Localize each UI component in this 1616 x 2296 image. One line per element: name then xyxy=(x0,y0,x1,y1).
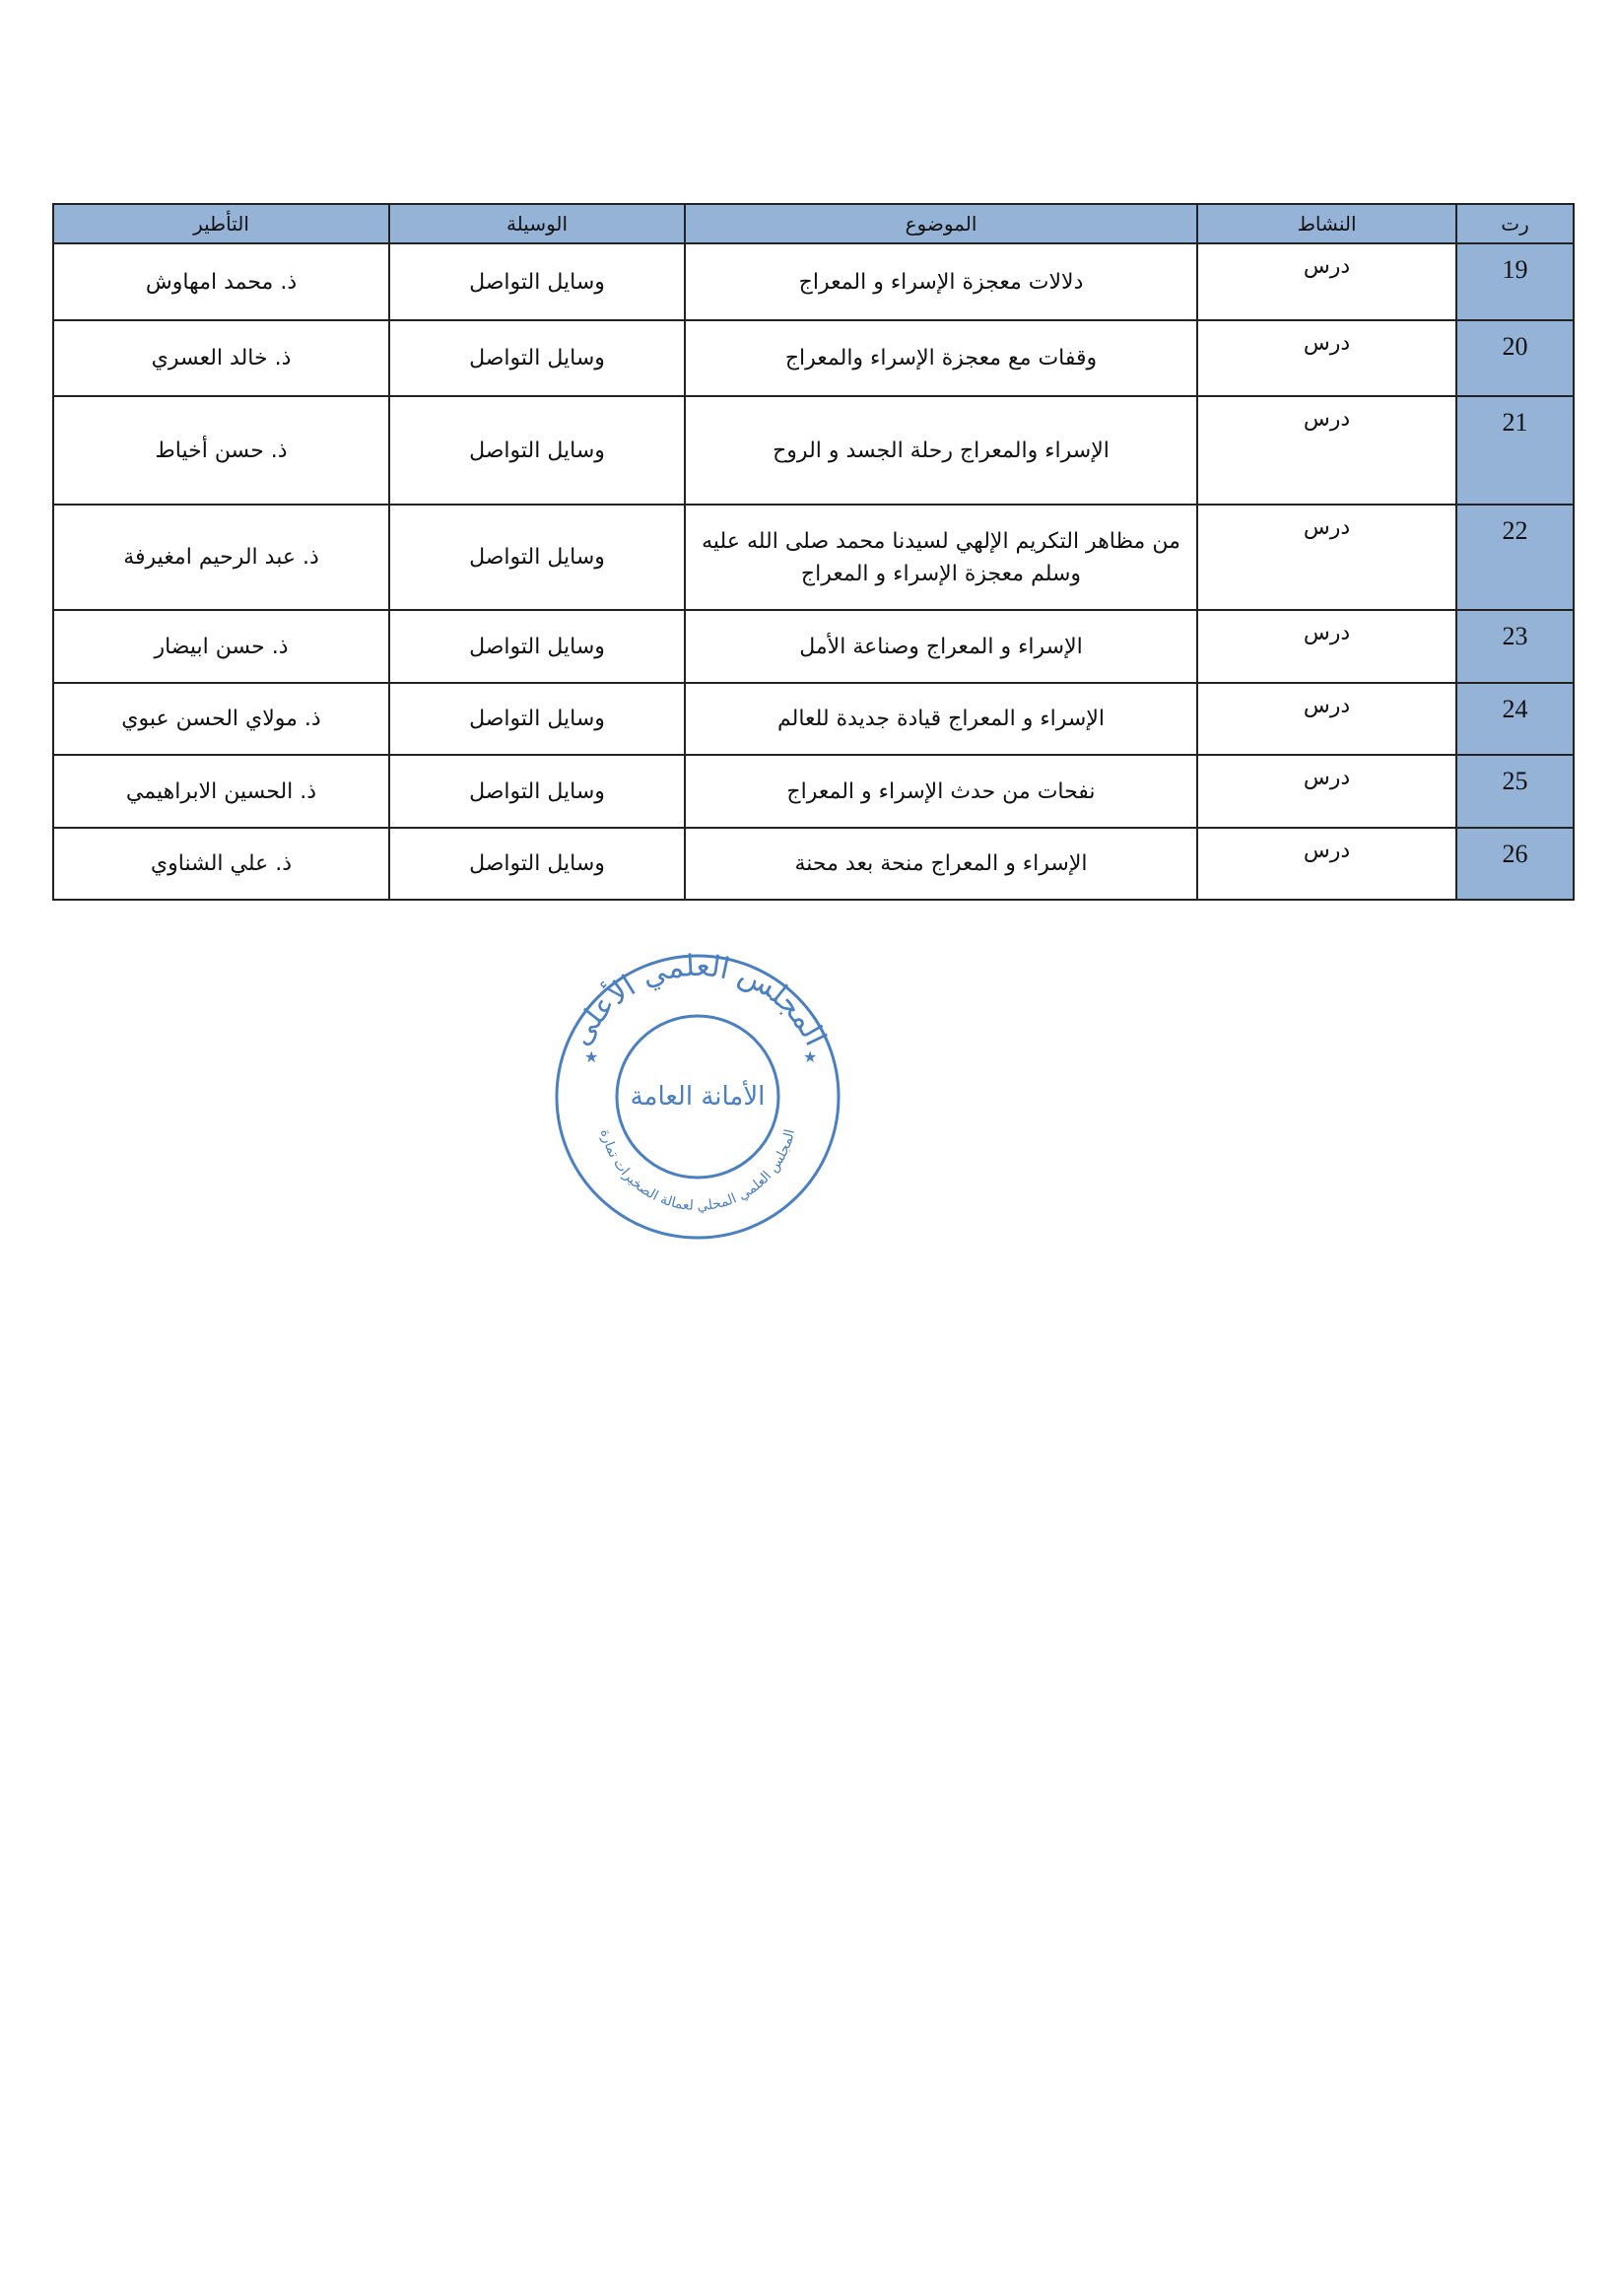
row-supervision: ذ. الحسين الابراهيمي xyxy=(53,755,389,828)
row-supervision: ذ. مولاي الحسن عبوي xyxy=(53,683,389,755)
table-row xyxy=(53,320,1574,396)
row-topic: الإسراء والمعراج رحلة الجسد و الروح xyxy=(685,396,1197,505)
row-supervision: ذ. خالد العسري xyxy=(53,320,389,396)
header-medium: الوسيلة xyxy=(389,204,685,243)
row-medium: وسايل التواصل xyxy=(389,505,685,610)
table-header-row xyxy=(53,204,1574,243)
row-activity: درس xyxy=(1197,610,1456,683)
stamp-inner-ring-text: المجلس العلمي المحلي لعمالة الصخيرات تمارة xyxy=(596,1127,799,1215)
table-row xyxy=(53,505,1574,610)
row-topic: الإسراء و المعراج وصناعة الأمل xyxy=(685,610,1197,683)
row-supervision: ذ. حسن ابيضار xyxy=(53,610,389,683)
row-number: 25 xyxy=(1456,755,1574,828)
row-medium: وسايل التواصل xyxy=(389,755,685,828)
row-supervision: ذ. محمد امهاوش xyxy=(53,243,389,320)
table-row xyxy=(53,396,1574,505)
row-number: 23 xyxy=(1456,610,1574,683)
row-number: 22 xyxy=(1456,505,1574,610)
row-medium: وسايل التواصل xyxy=(389,320,685,396)
table-row xyxy=(53,755,1574,828)
row-activity: درس xyxy=(1197,320,1456,396)
row-activity: درس xyxy=(1197,755,1456,828)
official-stamp xyxy=(555,949,841,1245)
row-topic: من مظاهر التكريم الإلهي لسيدنا محمد صلى الله عليه وسلم معجزة الإسراء و المعراج xyxy=(685,505,1197,610)
stamp-center-text: الأمانة العامة xyxy=(630,1082,766,1112)
row-number: 20 xyxy=(1456,320,1574,396)
header-supervision: التأطير xyxy=(53,204,389,243)
row-topic: الإسراء و المعراج منحة بعد محنة xyxy=(685,828,1197,900)
header-activity: النشاط xyxy=(1197,204,1456,243)
row-number: 21 xyxy=(1456,396,1574,505)
table-row xyxy=(53,243,1574,320)
stamp-star-icon: ★ xyxy=(584,1047,599,1066)
row-supervision: ذ. عبد الرحيم امغيرفة xyxy=(53,505,389,610)
row-medium: وسايل التواصل xyxy=(389,683,685,755)
row-medium: وسايل التواصل xyxy=(389,828,685,900)
row-topic: الإسراء و المعراج قيادة جديدة للعالم xyxy=(685,683,1197,755)
row-number: 19 xyxy=(1456,243,1574,320)
row-activity: درس xyxy=(1197,683,1456,755)
table-row xyxy=(53,828,1574,900)
row-activity: درس xyxy=(1197,396,1456,505)
table-row xyxy=(53,683,1574,755)
row-topic: وقفات مع معجزة الإسراء والمعراج xyxy=(685,320,1197,396)
stamp-star-icon: ★ xyxy=(803,1047,818,1066)
row-activity: درس xyxy=(1197,243,1456,320)
stamp-outer-text: المجلس العلمي الأعلى xyxy=(563,949,833,1052)
schedule-table xyxy=(52,203,1575,901)
row-number: 26 xyxy=(1456,828,1574,900)
row-medium: وسايل التواصل xyxy=(389,243,685,320)
header-topic: الموضوع xyxy=(685,204,1197,243)
table-row xyxy=(53,610,1574,683)
row-medium: وسايل التواصل xyxy=(389,610,685,683)
header-number: رت xyxy=(1456,204,1574,243)
row-topic: نفحات من حدث الإسراء و المعراج xyxy=(685,755,1197,828)
row-supervision: ذ. علي الشناوي xyxy=(53,828,389,900)
row-number: 24 xyxy=(1456,683,1574,755)
row-medium: وسايل التواصل xyxy=(389,396,685,505)
row-activity: درس xyxy=(1197,505,1456,610)
row-topic: دلالات معجزة الإسراء و المعراج xyxy=(685,243,1197,320)
row-supervision: ذ. حسن أخياط xyxy=(53,396,389,505)
row-activity: درس xyxy=(1197,828,1456,900)
